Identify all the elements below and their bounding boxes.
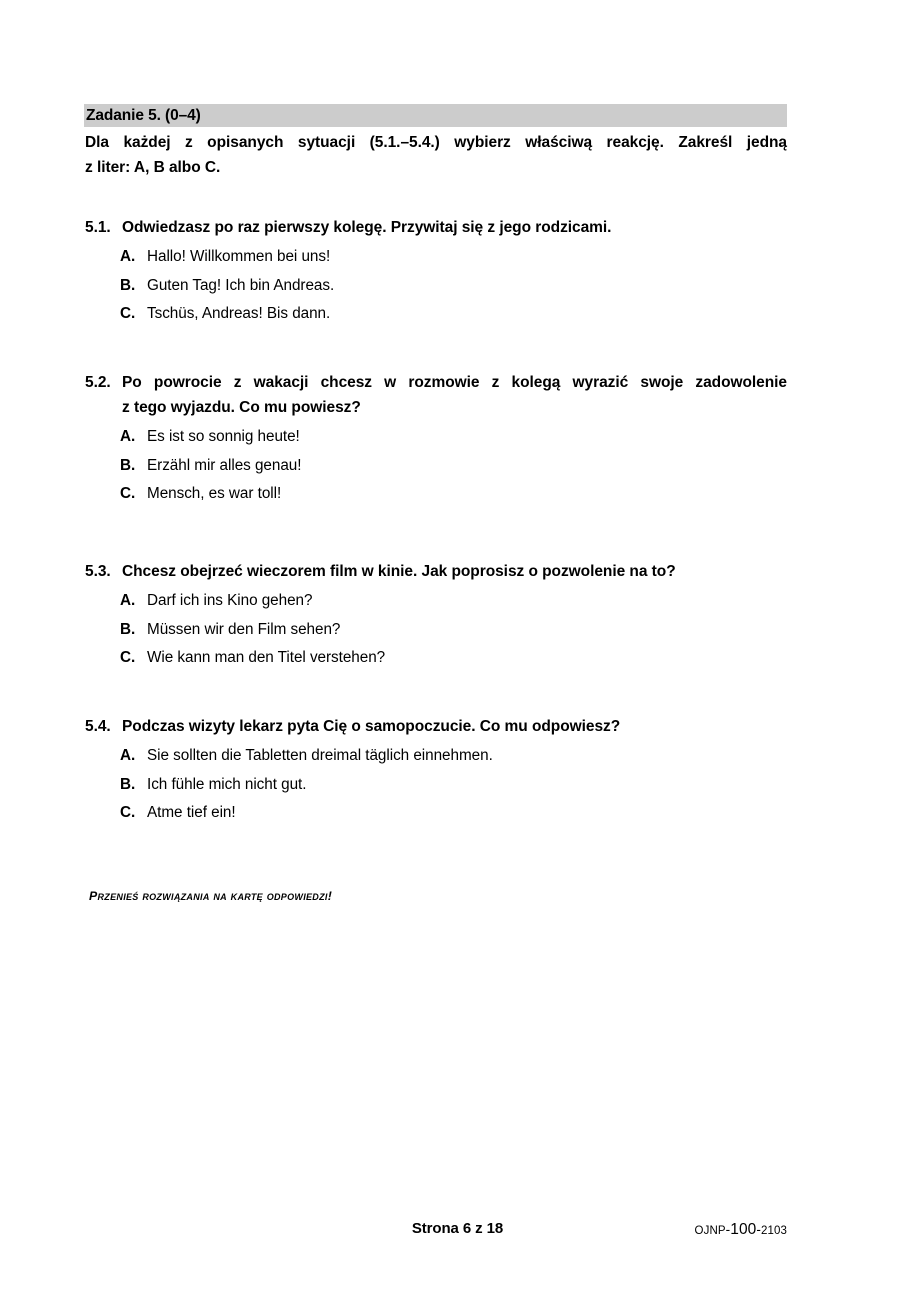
question-5-3-text <box>122 559 787 584</box>
question-5-3-text-line-1: Chcesz obejrzeć wieczorem film w kinie. Jak poprosisz o pozwolenie na to? <box>122 563 676 580</box>
option-5-2-a[interactable] <box>85 423 787 452</box>
footer-code-dash-1: - <box>725 1222 731 1237</box>
footer-document-code <box>695 1221 787 1239</box>
option-5-4-a[interactable] <box>85 742 787 771</box>
task-instruction-line-1: Dla każdej z opisanych sytuacji (5.1.–5.4.) wybierz właściwą reakcję. Zakreśl jedną <box>85 134 787 151</box>
question-5-4-number: 5.4. <box>85 718 111 735</box>
option-5-2-a-letter: A. <box>120 428 136 445</box>
option-5-2-b-text: Erzähl mir alles genau! <box>147 456 302 474</box>
task-header-bar <box>84 104 787 127</box>
transfer-answers-note: Przenieś rozwiązania na kartę odpowiedzi! <box>89 889 333 903</box>
option-5-1-c[interactable] <box>85 300 787 329</box>
option-5-1-a-text: Hallo! Willkommen bei uns! <box>147 248 331 265</box>
option-5-3-b-letter: B. <box>120 620 136 638</box>
footer-page-number: Strona 6 z 18 <box>411 1220 504 1237</box>
task-header-label: Zadanie 5. (0–4) <box>86 107 201 124</box>
option-5-1-a[interactable] <box>85 243 787 272</box>
option-5-2-a-text: Es ist so sonnig heute! <box>147 428 300 445</box>
option-5-2-b-letter: B. <box>120 456 136 474</box>
question-5-4-options <box>85 742 787 828</box>
option-5-3-a[interactable] <box>85 587 787 616</box>
option-5-1-b-letter: B. <box>120 276 136 294</box>
question-5-4-text-line-1: Podczas wizyty lekarz pyta Cię o samopoczucie. Co mu odpowiesz? <box>122 718 621 735</box>
option-5-4-b-text: Ich fühle mich nicht gut. <box>147 775 307 793</box>
question-5-1-options <box>85 243 787 329</box>
footer-code-suffix: 2103 <box>761 1225 787 1237</box>
question-5-2-text-line-2: z tego wyjazdu. Co mu powiesz? <box>122 399 361 416</box>
option-5-4-c-letter: C. <box>120 804 136 821</box>
option-5-1-b[interactable] <box>85 272 787 301</box>
option-5-3-c-letter: C. <box>120 649 136 666</box>
option-5-4-c[interactable] <box>85 799 787 828</box>
option-5-3-b-text: Müssen wir den Film sehen? <box>147 620 341 638</box>
option-5-2-b[interactable] <box>85 452 787 481</box>
question-5-2-text-line-1: Po powrocie z wakacji chcesz w rozmowie z kolegą wyrazić swoje zadowolenie <box>122 374 787 391</box>
footer-code-middle: 100 <box>730 1221 757 1238</box>
question-5-2-options <box>85 423 787 509</box>
option-5-1-c-text: Tschüs, Andreas! Bis dann. <box>147 305 331 322</box>
question-5-1-text-line-1: Odwiedzasz po raz pierwszy kolegę. Przywitaj się z jego rodzicami. <box>122 219 612 236</box>
option-5-4-b[interactable] <box>85 771 787 800</box>
question-5-1-text <box>122 215 787 240</box>
option-5-3-a-text: Darf ich ins Kino gehen? <box>147 592 313 609</box>
option-5-3-c-text: Wie kann man den Titel verstehen? <box>147 649 386 666</box>
question-5-1 <box>85 215 787 329</box>
question-5-2-text <box>122 370 787 420</box>
question-5-4-prompt <box>85 714 787 739</box>
option-5-4-c-text: Atme tief ein! <box>147 804 236 821</box>
task-instruction <box>85 130 787 180</box>
option-5-4-a-text: Sie sollten die Tabletten dreimal täglich einnehmen. <box>147 747 493 764</box>
question-5-3-prompt <box>85 559 787 584</box>
option-5-3-a-letter: A. <box>120 592 136 609</box>
question-5-4 <box>85 714 787 828</box>
option-5-1-a-letter: A. <box>120 248 136 265</box>
option-5-2-c[interactable] <box>85 480 787 509</box>
question-5-4-text <box>122 714 787 739</box>
question-5-3-options <box>85 587 787 673</box>
task-instruction-line-2: z liter: A, B albo C. <box>85 159 221 176</box>
question-5-2-number: 5.2. <box>85 374 111 391</box>
footer-code-prefix: OJNP <box>694 1225 726 1237</box>
footer-code-dash-2: - <box>756 1222 762 1237</box>
question-5-3 <box>85 559 787 673</box>
option-5-1-c-letter: C. <box>120 305 136 322</box>
question-5-1-number: 5.1. <box>85 219 111 236</box>
question-5-3-number: 5.3. <box>85 563 111 580</box>
option-5-1-b-text: Guten Tag! Ich bin Andreas. <box>147 276 335 294</box>
option-5-3-c[interactable] <box>85 644 787 673</box>
option-5-3-b[interactable] <box>85 616 787 645</box>
option-5-2-c-text: Mensch, es war toll! <box>147 485 282 502</box>
option-5-4-a-letter: A. <box>120 747 136 764</box>
question-5-1-prompt <box>85 215 787 240</box>
question-5-2 <box>85 370 787 509</box>
question-5-2-prompt <box>85 370 787 420</box>
option-5-2-c-letter: C. <box>120 485 136 502</box>
option-5-4-b-letter: B. <box>120 775 136 793</box>
